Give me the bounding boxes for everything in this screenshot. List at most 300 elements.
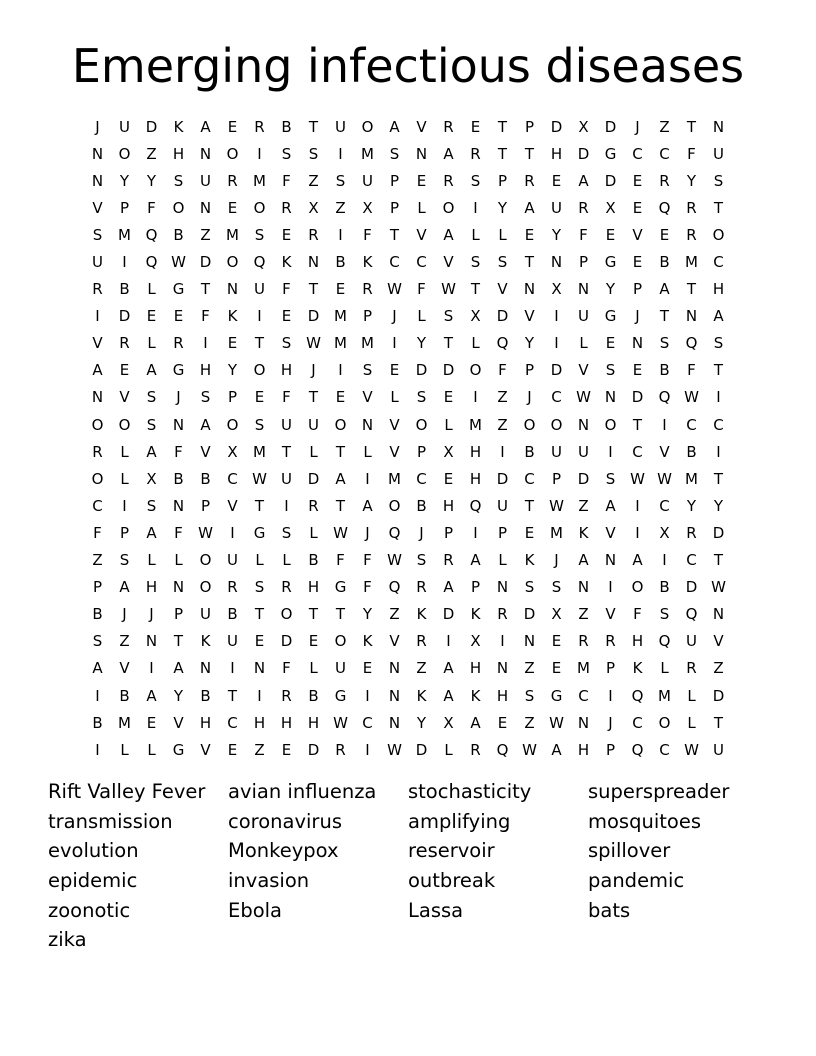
grid-letter: R (119, 334, 130, 353)
grid-letter: B (173, 469, 184, 488)
grid-letter: R (497, 605, 508, 624)
grid-letter: V (524, 307, 535, 326)
grid-letter: F (687, 361, 696, 380)
grid-letter: W (549, 496, 564, 515)
grid-letter: C (659, 144, 670, 163)
grid-letter: N (577, 415, 590, 434)
grid-letter: Z (308, 171, 319, 190)
grid-letter: O (523, 415, 536, 434)
grid-letter: S (119, 551, 130, 570)
grid-letter: T (308, 117, 319, 136)
grid-letter: R (281, 578, 292, 597)
grid-letter: K (470, 605, 481, 624)
grid-letter: P (632, 280, 643, 299)
grid-letter: X (578, 117, 589, 136)
grid-letter: Q (388, 523, 401, 542)
grid-letter: H (550, 144, 563, 163)
grid-letter: N (577, 578, 590, 597)
grid-letter: D (631, 388, 644, 407)
grid-letter: R (659, 171, 670, 190)
grid-row (84, 438, 732, 465)
grid-letter: S (281, 523, 292, 542)
grid-letter: P (605, 659, 616, 678)
grid-letter: U (254, 280, 265, 299)
grid-letter: N (199, 144, 212, 163)
grid-letter: L (417, 307, 426, 326)
grid-letter: R (470, 740, 481, 759)
grid-letter: T (713, 469, 724, 488)
grid-letter: V (227, 496, 238, 515)
grid-letter: Y (686, 171, 697, 190)
grid-letter: Q (145, 253, 158, 272)
grid-letter: T (254, 605, 265, 624)
grid-letter: M (334, 334, 347, 353)
grid-letter: C (416, 469, 427, 488)
word-list-item: bats (588, 898, 631, 922)
grid-letter: T (308, 280, 319, 299)
grid-letter: N (226, 280, 239, 299)
grid-letter: A (119, 578, 130, 597)
grid-letter: Q (658, 198, 671, 217)
grid-letter: U (200, 605, 211, 624)
grid-letter: C (416, 253, 427, 272)
grid-row (84, 248, 732, 275)
grid-letter: E (281, 307, 292, 326)
grid-letter: O (469, 361, 482, 380)
grid-letter: E (551, 171, 562, 190)
grid-letter: C (659, 496, 670, 515)
grid-letter: B (308, 686, 319, 705)
grid-letter: R (92, 442, 103, 461)
word-list-item: zoonotic (48, 898, 131, 922)
grid-letter: I (365, 740, 370, 759)
grid-letter: N (172, 578, 185, 597)
grid-letter: E (227, 198, 238, 217)
grid-letter: J (122, 605, 127, 624)
grid-letter: A (713, 307, 724, 326)
grid-letter: E (632, 171, 643, 190)
grid-letter: E (605, 334, 616, 353)
grid-letter: I (95, 307, 100, 326)
grid-letter: S (254, 415, 265, 434)
grid-letter: R (686, 225, 697, 244)
grid-letter: J (635, 117, 640, 136)
grid-letter: I (608, 442, 613, 461)
grid-letter: W (252, 469, 267, 488)
grid-letter: V (362, 388, 373, 407)
grid-letter: I (446, 632, 451, 651)
grid-letter: S (524, 578, 535, 597)
grid-letter: D (118, 307, 131, 326)
grid-letter: W (333, 523, 348, 542)
grid-letter: P (200, 496, 211, 515)
grid-letter: B (686, 442, 697, 461)
grid-letter: S (416, 551, 427, 570)
grid-letter: T (686, 117, 697, 136)
grid-letter: F (363, 578, 372, 597)
grid-letter: L (498, 551, 507, 570)
grid-letter: P (524, 361, 535, 380)
grid-letter: P (119, 523, 130, 542)
grid-letter: J (635, 307, 640, 326)
grid-letter: N (253, 659, 266, 678)
grid-letter: A (146, 361, 157, 380)
grid-row (84, 628, 732, 655)
grid-letter: N (145, 632, 158, 651)
grid-letter: I (392, 334, 397, 353)
grid-letter: A (146, 442, 157, 461)
grid-letter: K (362, 253, 373, 272)
grid-letter: D (577, 144, 590, 163)
grid-letter: T (524, 144, 535, 163)
grid-letter: P (551, 469, 562, 488)
grid-letter: D (199, 253, 212, 272)
grid-letter: B (92, 605, 103, 624)
grid-letter: I (365, 686, 370, 705)
grid-letter: P (524, 117, 535, 136)
grid-letter: R (416, 632, 427, 651)
grid-letter: J (419, 523, 424, 542)
grid-letter: A (173, 659, 184, 678)
grid-letter: L (147, 551, 156, 570)
grid-letter: O (604, 415, 617, 434)
grid-letter: E (362, 659, 373, 678)
grid-letter: B (119, 280, 130, 299)
grid-letter: U (200, 171, 211, 190)
grid-row (84, 547, 732, 574)
grid-letter: C (713, 253, 724, 272)
grid-letter: D (523, 605, 536, 624)
grid-row (84, 303, 732, 330)
grid-letter: Z (335, 198, 346, 217)
grid-letter: H (145, 578, 158, 597)
grid-letter: L (120, 469, 129, 488)
word-list-item: Ebola (228, 898, 282, 922)
grid-letter: F (579, 225, 588, 244)
grid-letter: N (604, 551, 617, 570)
grid-row (84, 384, 732, 411)
grid-letter: S (470, 171, 481, 190)
grid-letter: I (716, 388, 721, 407)
grid-letter: D (550, 117, 563, 136)
grid-letter: U (92, 253, 103, 272)
grid-letter: C (713, 415, 724, 434)
grid-letter: D (712, 686, 725, 705)
grid-letter: W (549, 713, 564, 732)
grid-letter: D (550, 361, 563, 380)
grid-letter: F (282, 171, 291, 190)
grid-letter: T (443, 334, 454, 353)
grid-letter: M (361, 334, 374, 353)
grid-letter: O (712, 225, 725, 244)
grid-letter: N (685, 307, 698, 326)
grid-letter: W (333, 713, 348, 732)
word-list-item: pandemic (588, 869, 685, 893)
grid-letter: R (281, 198, 292, 217)
grid-letter: Q (496, 334, 509, 353)
grid-letter: V (659, 442, 670, 461)
grid-letter: H (469, 469, 482, 488)
grid-letter: A (551, 740, 562, 759)
grid-letter: T (497, 117, 508, 136)
grid-letter: I (608, 578, 613, 597)
grid-letter: P (389, 198, 400, 217)
grid-letter: N (712, 605, 725, 624)
grid-letter: S (659, 605, 670, 624)
grid-letter: X (443, 713, 454, 732)
grid-letter: R (443, 171, 454, 190)
grid-letter: L (579, 334, 588, 353)
grid-letter: F (174, 523, 183, 542)
grid-letter: T (173, 632, 184, 651)
grid-letter: M (118, 713, 131, 732)
word-list-item: epidemic (48, 869, 138, 893)
grid-letter: E (227, 334, 238, 353)
grid-letter: D (415, 740, 428, 759)
grid-row (84, 601, 732, 628)
grid-letter: H (307, 578, 320, 597)
grid-letter: N (604, 388, 617, 407)
grid-letter: V (578, 361, 589, 380)
grid-letter: W (387, 551, 402, 570)
grid-letter: S (551, 578, 562, 597)
grid-letter: F (633, 605, 642, 624)
grid-letter: S (146, 496, 157, 515)
grid-letter: O (334, 415, 347, 434)
grid-letter: A (524, 198, 535, 217)
grid-letter: T (308, 388, 319, 407)
grid-letter: A (443, 225, 454, 244)
grid-letter: A (362, 496, 373, 515)
grid-letter: P (605, 740, 616, 759)
grid-letter: L (444, 740, 453, 759)
grid-letter: O (118, 415, 131, 434)
grid-letter: H (307, 713, 320, 732)
grid-letter: V (92, 334, 103, 353)
grid-letter: D (577, 469, 590, 488)
grid-letter: R (227, 578, 238, 597)
grid-letter: V (443, 253, 454, 272)
grid-letter: W (198, 523, 213, 542)
grid-letter: Q (658, 632, 671, 651)
grid-letter: L (498, 225, 507, 244)
grid-letter: H (280, 713, 293, 732)
grid-letter: Z (578, 605, 589, 624)
grid-letter: N (631, 334, 644, 353)
grid-letter: I (230, 523, 235, 542)
grid-letter: E (443, 469, 454, 488)
grid-letter: O (631, 578, 644, 597)
grid-letter: S (146, 388, 157, 407)
word-list-item: evolution (48, 839, 139, 863)
grid-letter: W (630, 469, 645, 488)
word-list-item: outbreak (408, 869, 496, 893)
grid-letter: T (470, 280, 481, 299)
grid-row (84, 140, 732, 167)
grid-letter: O (280, 605, 293, 624)
grid-letter: X (470, 307, 481, 326)
grid-letter: B (281, 117, 292, 136)
grid-letter: L (687, 686, 696, 705)
grid-letter: F (417, 280, 426, 299)
grid-letter: B (227, 605, 238, 624)
grid-letter: O (226, 253, 239, 272)
grid-letter: A (443, 686, 454, 705)
grid-letter: T (335, 496, 346, 515)
grid-letter: I (473, 198, 478, 217)
grid-letter: A (578, 171, 589, 190)
word-list (48, 778, 768, 956)
grid-letter: T (308, 605, 319, 624)
grid-letter: M (253, 442, 266, 461)
grid-letter: C (686, 551, 697, 570)
grid-letter: T (713, 361, 724, 380)
grid-row (84, 221, 732, 248)
grid-letter: H (577, 740, 590, 759)
grid-row (84, 709, 732, 736)
grid-letter: X (605, 198, 616, 217)
grid-letter: D (307, 469, 320, 488)
grid-letter: T (659, 307, 670, 326)
grid-letter: Z (389, 605, 400, 624)
grid-letter: B (92, 713, 103, 732)
grid-letter: S (605, 469, 616, 488)
grid-letter: V (200, 442, 211, 461)
grid-letter: Z (416, 659, 427, 678)
grid-letter: L (282, 551, 291, 570)
grid-letter: L (147, 334, 156, 353)
grid-letter: L (660, 659, 669, 678)
grid-letter: P (470, 578, 481, 597)
grid-letter: P (119, 198, 130, 217)
grid-letter: U (686, 632, 697, 651)
grid-letter: P (389, 171, 400, 190)
grid-letter: S (308, 144, 319, 163)
grid-letter: E (497, 713, 508, 732)
grid-letter: I (500, 442, 505, 461)
grid-letter: N (199, 198, 212, 217)
grid-letter: C (362, 713, 373, 732)
grid-letter: M (577, 659, 590, 678)
grid-letter: L (309, 442, 318, 461)
grid-letter: N (91, 388, 104, 407)
grid-row (84, 736, 732, 763)
grid-letter: Y (146, 171, 157, 190)
grid-letter: B (659, 253, 670, 272)
grid-letter: S (281, 334, 292, 353)
grid-letter: S (524, 686, 535, 705)
grid-letter: E (227, 117, 238, 136)
grid-letter: N (199, 659, 212, 678)
grid-letter: N (496, 578, 509, 597)
grid-letter: I (365, 469, 370, 488)
grid-letter: X (551, 280, 562, 299)
grid-letter: Q (631, 740, 644, 759)
grid-letter: K (173, 117, 184, 136)
grid-letter: V (389, 442, 400, 461)
grid-letter: N (523, 632, 536, 651)
grid-letter: D (307, 740, 320, 759)
grid-letter: O (226, 144, 239, 163)
grid-letter: F (174, 442, 183, 461)
grid-letter: I (716, 442, 721, 461)
grid-letter: X (308, 198, 319, 217)
grid-letter: R (92, 280, 103, 299)
word-list-item: spillover (588, 839, 671, 863)
grid-letter: A (470, 551, 481, 570)
grid-letter: S (173, 171, 184, 190)
grid-letter: Q (658, 388, 671, 407)
grid-letter: R (443, 117, 454, 136)
grid-letter: R (335, 740, 346, 759)
grid-letter: O (361, 117, 374, 136)
grid-letter: C (632, 144, 643, 163)
grid-letter: N (172, 415, 185, 434)
word-list-item: superspreader (588, 780, 730, 803)
grid-letter: K (416, 605, 427, 624)
grid-letter: H (712, 280, 725, 299)
grid-letter: V (173, 713, 184, 732)
grid-letter: I (662, 415, 667, 434)
grid-letter: T (686, 280, 697, 299)
grid-letter: V (632, 225, 643, 244)
grid-letter: L (471, 225, 480, 244)
grid-letter: E (524, 225, 535, 244)
grid-letter: T (227, 686, 238, 705)
word-list-item: transmission (48, 809, 173, 833)
word-list-item: Rift Valley Fever (48, 780, 206, 803)
grid-row (84, 411, 732, 438)
grid-letter: E (551, 659, 562, 678)
grid-letter: S (92, 225, 103, 244)
grid-letter: Y (416, 334, 427, 353)
grid-letter: M (334, 307, 347, 326)
grid-letter: E (443, 388, 454, 407)
grid-letter: K (470, 686, 481, 705)
grid-letter: P (92, 578, 103, 597)
grid-letter: E (119, 361, 130, 380)
grid-letter: O (172, 198, 185, 217)
grid-letter: U (281, 469, 292, 488)
grid-letter: J (176, 388, 181, 407)
grid-letter: D (280, 632, 293, 651)
grid-letter: P (443, 523, 454, 542)
grid-letter: F (363, 225, 372, 244)
grid-letter: N (577, 280, 590, 299)
grid-letter: G (172, 740, 185, 759)
grid-letter: O (199, 578, 212, 597)
grid-letter: Y (686, 496, 697, 515)
grid-letter: C (92, 496, 103, 515)
grid-letter: D (685, 578, 698, 597)
grid-letter: T (497, 144, 508, 163)
grid-letter: N (712, 117, 725, 136)
grid-letter: O (199, 551, 212, 570)
grid-letter: A (443, 659, 454, 678)
grid-letter: I (662, 551, 667, 570)
grid-row (84, 276, 732, 303)
grid-letter: J (392, 307, 397, 326)
grid-letter: T (281, 442, 292, 461)
grid-letter: N (523, 280, 536, 299)
grid-letter: U (281, 415, 292, 434)
grid-row (84, 655, 732, 682)
grid-letter: O (226, 415, 239, 434)
grid-letter: H (199, 361, 212, 380)
grid-letter: E (173, 307, 184, 326)
grid-letter: Q (685, 605, 698, 624)
grid-letter: V (416, 225, 427, 244)
